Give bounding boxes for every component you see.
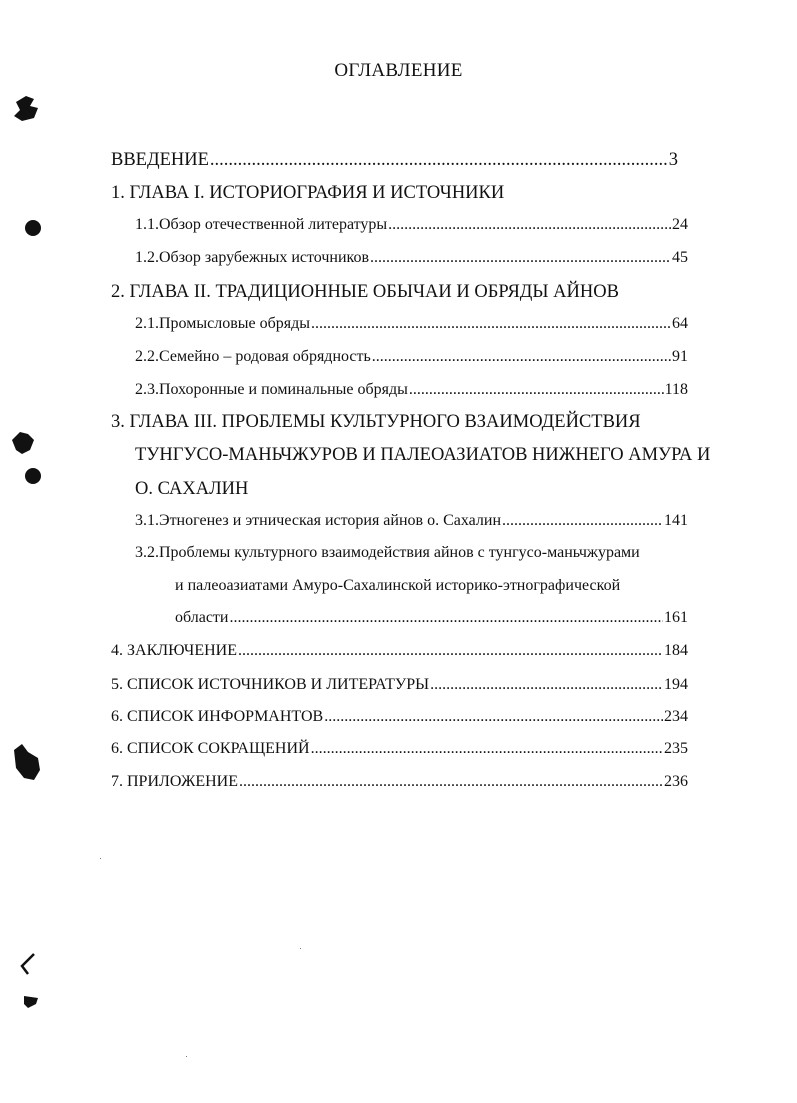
- toc-label: 5. СПИСОК ИСТОЧНИКОВ И ЛИТЕРАТУРЫ: [111, 676, 430, 693]
- scan-speck: [300, 948, 301, 949]
- toc-page-number: 194: [664, 676, 688, 693]
- toc-label: 7. ПРИЛОЖЕНИЕ: [111, 773, 239, 790]
- toc-label: 2.3.Похоронные и поминальные обряды: [135, 381, 408, 398]
- toc-label: 6. СПИСОК СОКРАЩЕНИЙ: [111, 740, 310, 757]
- toc-leader-dots: [311, 741, 663, 757]
- toc-chapter-3-line-3: О. САХАЛИН: [135, 479, 249, 499]
- toc-entry-1-2: [135, 250, 688, 266]
- toc-entry-3-2: [175, 610, 688, 626]
- punch-hole-mark: [25, 220, 41, 236]
- toc-entry-2-1: [135, 316, 688, 332]
- toc-entry-3-2-line-2: и палеоазиатами Амуро-Сахалинской историко-этнографической: [175, 577, 621, 594]
- toc-page-number: 161: [664, 609, 688, 626]
- toc-page-number: 3: [668, 150, 678, 170]
- scan-blot-mark: [14, 96, 38, 121]
- toc-page-number: 24: [672, 216, 688, 233]
- toc-page-number: 184: [664, 642, 688, 659]
- toc-chapter-3-line-1: 3. ГЛАВА III. ПРОБЛЕМЫ КУЛЬТУРНОГО ВЗАИМОДЕЙСТВИЯ: [111, 412, 641, 432]
- toc-page-number: 235: [664, 740, 688, 757]
- toc-leader-dots: [324, 709, 663, 725]
- toc-entry-2-3: [135, 382, 688, 398]
- toc-entry-3-1: [135, 513, 688, 529]
- scan-blot-mark: [24, 996, 38, 1008]
- toc-label: 1.1.Обзор отечественной литературы: [135, 216, 388, 233]
- punch-hole-mark: [25, 468, 41, 484]
- toc-label: области: [175, 609, 229, 626]
- toc-chapter-3-line-2: ТУНГУСО-МАНЬЧЖУРОВ И ПАЛЕОАЗИАТОВ НИЖНЕГО АМУРА И: [135, 445, 711, 465]
- toc-leader-dots: [238, 643, 663, 659]
- toc-leader-dots: [409, 382, 664, 398]
- toc-label: ВВЕДЕНИЕ: [111, 150, 209, 170]
- toc-label: 3.1.Этногенез и этническая история айнов о. Сахалин: [135, 512, 501, 529]
- toc-label: 2.2.Семейно – родовая обрядность: [135, 348, 371, 365]
- toc-label: 1.2.Обзор зарубежных источников: [135, 249, 370, 266]
- toc-entry-appendix: [111, 774, 688, 790]
- toc-entry-1-1: [135, 217, 688, 233]
- page-title: ОГЛАВЛЕНИЕ: [334, 60, 463, 81]
- toc-leader-dots: [239, 774, 663, 790]
- toc-page-number: 45: [672, 249, 688, 266]
- toc-page-number: 234: [664, 708, 688, 725]
- toc-entry-informants: [111, 709, 688, 725]
- toc-entry-abbreviations: [111, 741, 688, 757]
- scan-stroke-mark: [22, 954, 34, 974]
- toc-leader-dots: [311, 316, 671, 332]
- scan-speck: [100, 858, 101, 859]
- toc-leader-dots: [502, 513, 663, 529]
- toc-page-number: 91: [672, 348, 688, 365]
- scan-speck: [186, 1056, 187, 1057]
- toc-page-number: 236: [664, 773, 688, 790]
- toc-label: 2.1.Промысловые обряды: [135, 315, 311, 332]
- toc-leader-dots: [388, 217, 671, 233]
- toc-label: 4. ЗАКЛЮЧЕНИЕ: [111, 642, 237, 659]
- toc-label: 6. СПИСОК ИНФОРМАНТОВ: [111, 708, 324, 725]
- toc-leader-dots: [229, 610, 663, 626]
- toc-entry-2-2: [135, 349, 688, 365]
- toc-page-number: 118: [664, 381, 688, 398]
- scan-artifacts: [0, 0, 60, 1103]
- scan-blot-mark: [12, 432, 34, 454]
- toc-leader-dots: [372, 349, 671, 365]
- toc-entry-intro: [111, 151, 678, 170]
- toc-entry-conclusion: [111, 643, 688, 659]
- toc-page-number: 141: [664, 512, 688, 529]
- scan-blot-mark: [14, 744, 40, 780]
- toc-page-number: 64: [672, 315, 688, 332]
- toc-entry-3-2-line-1: 3.2.Проблемы культурного взаимодействия айнов с тунгусо-маньчжурами: [135, 544, 640, 561]
- toc-leader-dots: [370, 250, 671, 266]
- toc-chapter-2: 2. ГЛАВА II. ТРАДИЦИОННЫЕ ОБЫЧАИ И ОБРЯДЫ АЙНОВ: [111, 282, 619, 302]
- toc-leader-dots: [210, 151, 668, 170]
- toc-entry-sources: [111, 677, 688, 693]
- toc-leader-dots: [430, 677, 663, 693]
- toc-chapter-1: 1. ГЛАВА I. ИСТОРИОГРАФИЯ И ИСТОЧНИКИ: [111, 183, 505, 203]
